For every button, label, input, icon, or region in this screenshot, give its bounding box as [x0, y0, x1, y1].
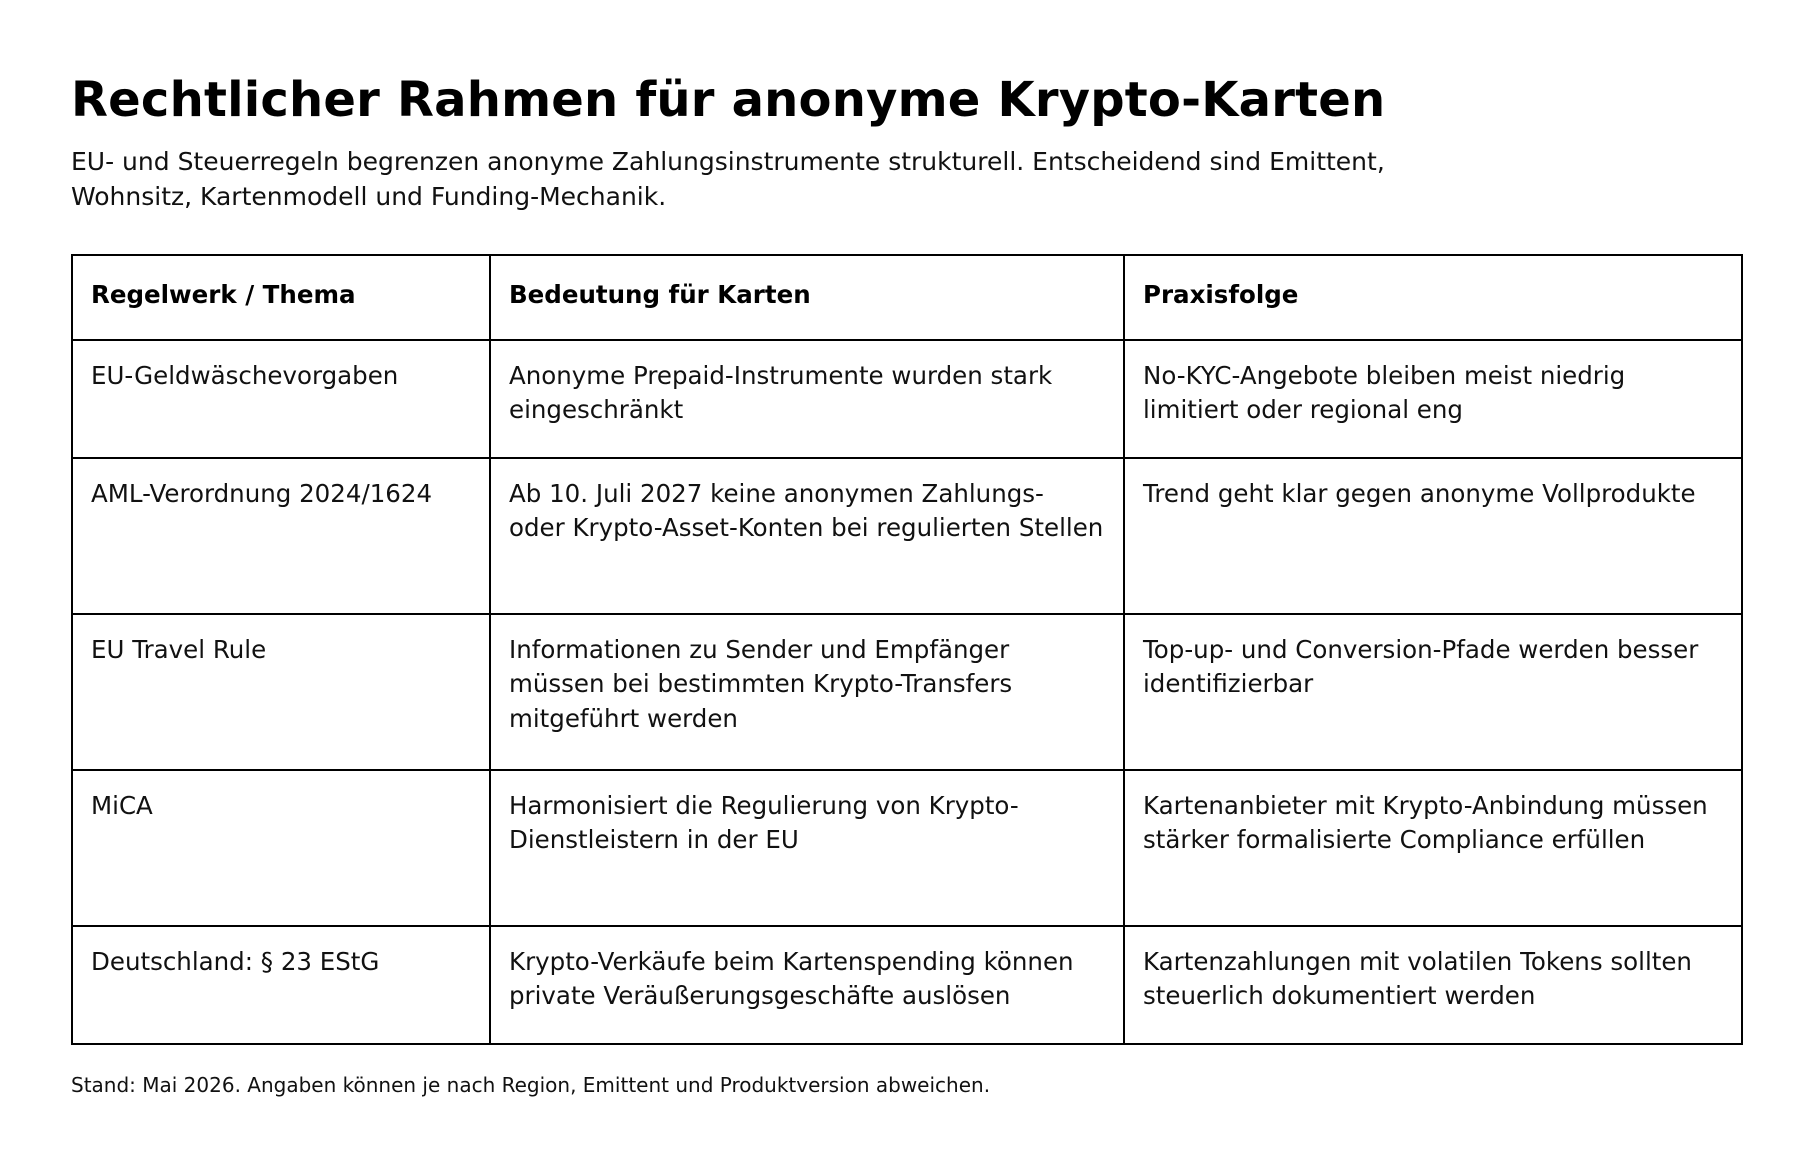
table-cell-topic: EU Travel Rule	[72, 614, 490, 770]
table-cell-consequence: Kartenanbieter mit Krypto-Anbindung müssen stärker formalisierte Compliance erfüllen	[1124, 770, 1742, 926]
table-cell-consequence: No-KYC-Angebote bleiben meist niedrig limitiert oder regional eng	[1124, 340, 1742, 458]
column-header-topic: Regelwerk / Thema	[72, 255, 490, 340]
table-cell-topic: AML-Verordnung 2024/1624	[72, 458, 490, 614]
table-header-row	[72, 255, 1742, 340]
table-cell-consequence: Trend geht klar gegen anonyme Vollprodukte	[1124, 458, 1742, 614]
table-cell-consequence: Kartenzahlungen mit volatilen Tokens sollten steuerlich dokumentiert werden	[1124, 926, 1742, 1044]
column-header-meaning: Bedeutung für Karten	[490, 255, 1124, 340]
page-subtitle: EU- und Steuerregeln begrenzen anonyme Zahlungsinstrumente strukturell. Entscheidend sind Emittent, Wohnsitz, Kartenmodell und Funding-Mechanik.	[71, 147, 1385, 211]
table-cell-topic: EU-Geldwäschevorgaben	[72, 340, 490, 458]
table-cell-meaning: Anonyme Prepaid-Instrumente wurden stark eingeschränkt	[490, 340, 1124, 458]
table-cell-meaning: Krypto-Verkäufe beim Kartenspending können private Veräußerungsgeschäfte auslösen	[490, 926, 1124, 1044]
table-cell-meaning: Informationen zu Sender und Empfänger müssen bei bestimmten Krypto-Transfers mitgeführt werden	[490, 614, 1124, 770]
table-cell-topic: Deutschland: § 23 EStG	[72, 926, 490, 1044]
table-row	[72, 926, 1742, 1044]
table-cell-consequence: Top-up- und Conversion-Pfade werden besser identifizierbar	[1124, 614, 1742, 770]
table-row	[72, 458, 1742, 614]
table-row	[72, 340, 1742, 458]
table-cell-meaning: Ab 10. Juli 2027 keine anonymen Zahlungs- oder Krypto-Asset-Konten bei regulierten Stellen	[490, 458, 1124, 614]
document-page	[71, 64, 1741, 1119]
regulation-table	[71, 254, 1743, 1045]
table-cell-meaning: Harmonisiert die Regulierung von Krypto-Dienstleistern in der EU	[490, 770, 1124, 926]
table-row	[72, 770, 1742, 926]
table-cell-topic: MiCA	[72, 770, 490, 926]
page-title: Rechtlicher Rahmen für anonyme Krypto-Karten	[71, 72, 1386, 128]
column-header-consequence: Praxisfolge	[1124, 255, 1742, 340]
table-row	[72, 614, 1742, 770]
footnote: Stand: Mai 2026. Angaben können je nach Region, Emittent und Produktversion abweichen.	[71, 1072, 991, 1097]
